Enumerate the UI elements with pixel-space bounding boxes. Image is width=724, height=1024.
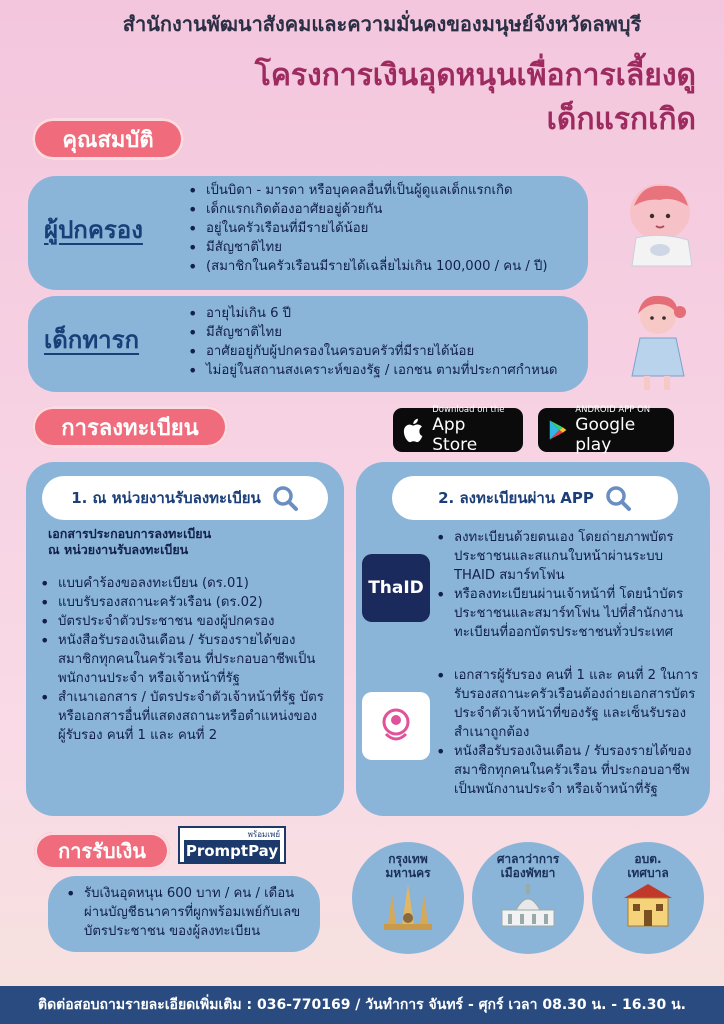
monument-icon	[380, 880, 436, 932]
google-play-button[interactable]	[538, 405, 674, 455]
office-building-icon	[620, 880, 676, 930]
office-docs-heading	[48, 526, 211, 558]
location-label-2: มหานคร	[385, 866, 431, 880]
contact-footer	[0, 986, 724, 1024]
office-registration-panel	[26, 462, 344, 816]
office-registration-title	[42, 476, 328, 520]
app-store-big: App Store	[432, 415, 478, 455]
list-item: • เป็นบิดา - มารดา หรือบุคคลอื่นที่เป็นผู้ดูแลเด็กแรกเกิด	[184, 181, 584, 200]
list-item: • เด็กแรกเกิดต้องอาศัยอยู่ด้วยกัน	[184, 200, 584, 219]
list-item: • หนังสือรับรองเงินเดือน / รับรองรายได้ของสมาชิกทุกคนในครัวเรือน ที่ประกอบอาชีพเป็นพนักงานประจำ หรือเจ้าหน้าที่รัฐ	[36, 631, 332, 688]
list-item: • แบบรับรองสถานะครัวเรือน (ดร.02)	[36, 593, 332, 612]
infant-panel	[28, 296, 588, 392]
list-item: • ลงทะเบียนด้วยตนเอง โดยถ่ายภาพบัตรประชาชนและสแกนใบหน้าผ่านระบบ THAID สมาร์ทโฟน	[432, 528, 704, 585]
list-item: • ไม่อยู่ในสถานสงเคราะห์ของรัฐ / เอกชน ตามที่ประกาศกำหนด	[184, 361, 584, 380]
promptpay-text: PromptPay	[185, 842, 279, 860]
payment-heading: การรับเงิน	[34, 832, 170, 870]
app-registration-title	[392, 476, 678, 520]
office-docs-list	[36, 574, 332, 745]
google-play-small: ANDROID APP ON	[575, 405, 651, 415]
list-item: • อาศัยอยู่กับผู้ปกครองในครอบครัวที่มีรายได้น้อย	[184, 342, 584, 361]
location-label-1: กรุงเทพ	[388, 852, 428, 866]
location-label-2: เทศบาล	[627, 866, 669, 880]
list-item: • หนังสือรับรองเงินเดือน / รับรองรายได้ของสมาชิกทุกคนในครัวเรือน ที่ประกอบอาชีพเป็นพนักงานประจำ หรือเจ้าหน้าที่รัฐ	[432, 742, 704, 799]
city-hall-icon	[498, 880, 558, 930]
guardian-label: ผู้ปกครอง	[44, 216, 143, 244]
app-title-text: 2. ลงทะเบียนผ่าน APP	[438, 489, 594, 507]
google-play-icon	[548, 418, 567, 442]
list-item: • บัตรประจำตัวประชาชน ของผู้ปกครอง	[36, 612, 332, 631]
location-label	[627, 852, 668, 880]
search-icon	[604, 484, 632, 512]
list-item: • หรือลงทะเบียนผ่านเจ้าหน้าที่ โดยนำบัตรประชาชนและสมาร์ทโฟน ไปที่สำนักงานทะเบียนที่ออกบัตรประชาชนทั่วประเทศ	[432, 585, 704, 642]
location-label-1: อบต.	[634, 852, 662, 866]
location-local-admin	[592, 842, 704, 954]
guardian-list	[184, 181, 584, 276]
app-registration-panel	[356, 462, 710, 816]
promptpay-logo	[178, 826, 286, 864]
payment-panel	[48, 876, 320, 952]
infant-label: เด็กทารก	[44, 326, 140, 354]
office-docs-heading-2: ณ หน่วยงานรับลงทะเบียน	[48, 542, 189, 557]
list-item: • แบบคำร้องขอลงทะเบียน (ดร.01)	[36, 574, 332, 593]
location-label-1: ศาลาว่าการ	[496, 852, 560, 866]
office-docs-heading-1: เอกสารประกอบการลงทะเบียน	[48, 526, 212, 541]
page-title-line1: โครงการเงินอุดหนุนเพื่อการเลี้ยงดู	[254, 58, 696, 93]
thaid-logo-text: ThaID	[368, 578, 424, 598]
office-title-text: 1. ณ หน่วยงานรับลงทะเบียน	[71, 489, 261, 507]
girl-illustration	[618, 290, 698, 394]
location-label-2: เมืองพัทยา	[500, 866, 556, 880]
app-store-button[interactable]	[393, 405, 523, 455]
org-name: สำนักงานพัฒนาสังคมและความมั่นคงของมนุษย์จังหวัดลพบุรี	[122, 12, 642, 36]
registration-heading: การลงทะเบียน	[32, 406, 228, 448]
list-item: • อายุไม่เกิน 6 ปี	[184, 304, 584, 323]
list-item: • มีสัญชาติไทย	[184, 323, 584, 342]
location-label	[385, 852, 430, 880]
list-item: • สำเนาเอกสาร / บัตรประจำตัวเจ้าหน้าที่รัฐ บัตรหรือเอกสารอื่นที่แสดงสถานะหรือตำแหน่งของผู้รับรอง คนที่ 1 และ คนที่ 2	[36, 688, 332, 745]
list-item: • รับเงินอุดหนุน 600 บาท / คน / เดือน ผ่านบัญชีธนาคารที่ผูกพร้อมเพย์กับเลขบัตรประชาชน ของผู้ลงทะเบียน	[62, 884, 312, 941]
baby-illustration	[622, 176, 702, 272]
list-item: • เอกสารผู้รับรอง คนที่ 1 และ คนที่ 2 ในการรับรองสถานะครัวเรือนต้องถ่ายเอกสารบัตรประจำตัวเจ้าหน้าที่ของรัฐ และเซ็นรับรองสำเนาถูกต้อง	[432, 666, 704, 742]
mother-child-icon	[374, 704, 418, 748]
google-play-big: Google play	[575, 415, 636, 455]
contact-info: ติดต่อสอบถามรายละเอียดเพิ่มเติม : 036-770169 / วันทำการ จันทร์ - ศุกร์ เวลา 08.30 น. - 16.30 น.	[38, 997, 686, 1013]
list-item: • มีสัญชาติไทย	[184, 238, 584, 257]
page-title-line2: เด็กแรกเกิด	[546, 102, 696, 137]
list-item: • อยู่ในครัวเรือนที่มีรายได้น้อย	[184, 219, 584, 238]
payment-list	[62, 884, 312, 941]
app-docs-list	[432, 666, 704, 799]
location-pattaya	[472, 842, 584, 954]
thaid-app-logo	[362, 554, 430, 622]
child-support-app-logo	[362, 692, 430, 760]
list-item: • (สมาชิกในครัวเรือนมีรายได้เฉลี่ยไม่เกิน 100,000 / คน / ปี)	[184, 257, 584, 276]
infant-list	[184, 304, 584, 380]
app-store-small: Download on the	[432, 405, 505, 415]
location-label	[497, 852, 559, 880]
guardian-panel	[28, 176, 588, 290]
qualifications-heading: คุณสมบัติ	[32, 118, 184, 160]
location-bangkok	[352, 842, 464, 954]
app-steps-list	[432, 528, 704, 642]
apple-icon	[403, 417, 424, 443]
search-icon	[271, 484, 299, 512]
promptpay-thai-text: พร้อมเพย์	[247, 830, 280, 839]
